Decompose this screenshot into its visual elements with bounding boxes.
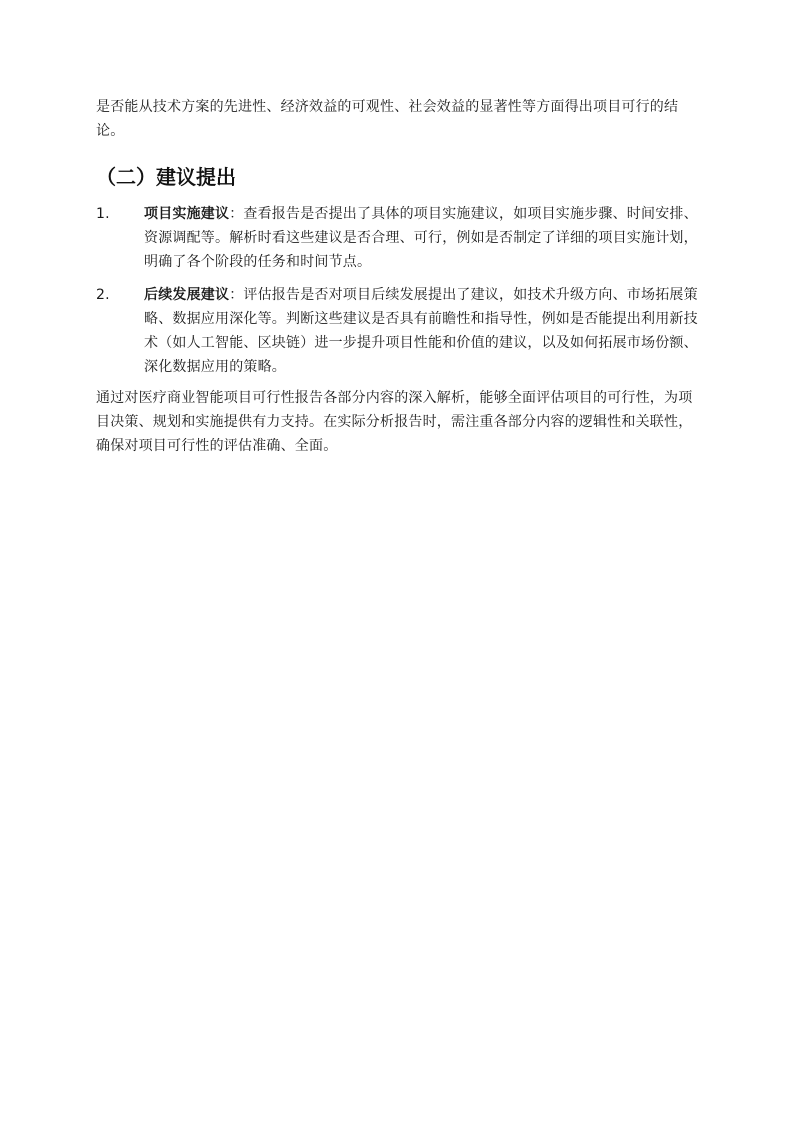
list-item-separator: ： [229, 287, 244, 303]
list-item-body [144, 202, 702, 274]
list-item-number: 2. [96, 287, 110, 303]
list-item-text: 评估报告是否对项目后续发展提出了建议，如技术升级方向、市场拓展策略、数据应用深化等。判断这些建议是否具有前瞻性和指导性，例如是否能提出利用新技术（如人工智能、区块链）进一步提升项目性能和价值的建议，以及如何拓展市场份额、深化数据应用的策略。 [144, 287, 698, 375]
intro-paragraph: 是否能从技术方案的先进性、经济效益的可观性、社会效益的显著性等方面得出项目可行的结论。 [96, 99, 679, 139]
list-item-text: 查看报告是否提出了具体的项目实施建议，如项目实施步骤、时间安排、资源调配等。解析时看这些建议是否合理、可行，例如是否制定了详细的项目实施计划，明确了各个阶段的任务和时间节点。 [144, 206, 698, 270]
list-item [96, 202, 702, 274]
list-item-body [144, 283, 702, 379]
list-item-title: 项目实施建议 [144, 206, 230, 222]
list-item-number: 1. [96, 206, 110, 222]
list-item-title: 后续发展建议 [144, 287, 230, 303]
section-heading: （二）建议提出 [96, 165, 236, 189]
list-item-separator: ： [229, 206, 244, 222]
list-item [96, 283, 702, 379]
summary-paragraph: 通过对医疗商业智能项目可行性报告各部分内容的深入解析，能够全面评估项目的可行性，为项目决策、规划和实施提供有力支持。在实际分析报告时，需注重各部分内容的逻辑性和关联性，确保对项目可行性的评估准确、全面。 [96, 390, 693, 454]
